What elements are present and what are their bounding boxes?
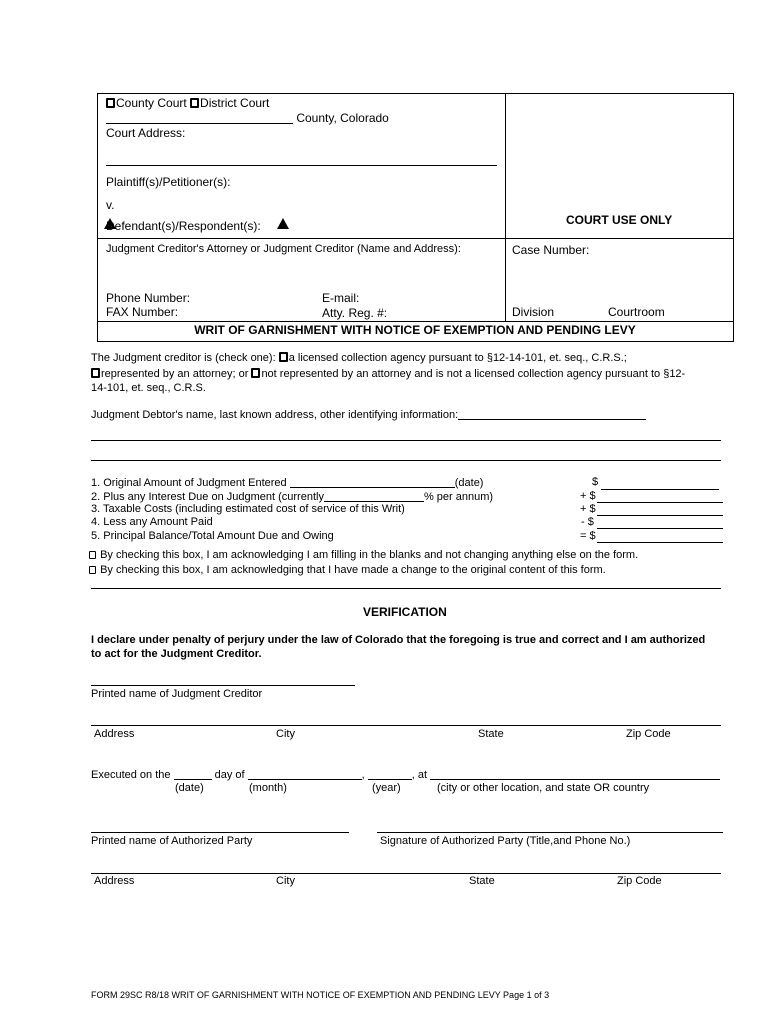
amount-field[interactable] xyxy=(601,489,719,490)
creditor-intro: The Judgment creditor is (check one): xyxy=(91,352,276,364)
district-court-label: District Court xyxy=(200,96,270,110)
attorney-label: Judgment Creditor's Attorney or Judgment Creditor (Name and Address): xyxy=(106,243,461,255)
authorized-address-field[interactable] xyxy=(91,873,721,874)
amount-sign: + $ xyxy=(580,503,596,515)
acknowledgement-checkbox[interactable] xyxy=(89,551,96,559)
executed-location-field[interactable] xyxy=(430,768,720,780)
fax-label: FAX Number: xyxy=(106,305,179,319)
collection-agency-checkbox[interactable] xyxy=(279,352,288,362)
creditor-name-field[interactable] xyxy=(91,685,355,686)
authorized-name-field[interactable] xyxy=(91,832,349,833)
county-row xyxy=(106,111,389,125)
debtor-info-field[interactable] xyxy=(458,408,646,420)
amount-field[interactable] xyxy=(597,515,723,516)
month-hint: (month) xyxy=(249,782,287,794)
state-label: State xyxy=(478,728,504,740)
amount-row-3: 3. Taxable Costs (including estimated cost of service of this Writ) xyxy=(91,503,405,515)
court-type-row xyxy=(106,96,269,110)
amount-label: 2. Plus any Interest Due on Judgment (currently xyxy=(91,491,324,503)
form-footer: FORM 29SC R8/18 WRIT OF GARNISHMENT WITH NOTICE OF EXEMPTION AND PENDING LEVY Page 1 of 3 xyxy=(91,990,550,1000)
address-label: Address xyxy=(94,875,135,887)
amount-sign: $ xyxy=(592,476,599,488)
debtor-info-line[interactable] xyxy=(91,460,721,461)
executed-month-field[interactable] xyxy=(248,768,362,780)
acknowledgement-checkbox[interactable] xyxy=(89,566,96,574)
division-label: Division xyxy=(512,305,555,319)
county-colorado-label: County, Colorado xyxy=(296,111,389,125)
not-represented-label: not represented by an attorney and is not a licensed collection agency pursuant to §12- xyxy=(261,368,686,380)
acknowledgement-text: By checking this box, I am acknowledging I am filling in the blanks and not changing anything else on the form. xyxy=(100,549,639,561)
acknowledgement-no-change xyxy=(89,549,638,561)
declaration-line-2: to act for the Judgment Creditor. xyxy=(91,648,262,660)
acknowledgement-changed xyxy=(89,564,606,576)
title-row-divider xyxy=(97,321,733,322)
not-represented-checkbox[interactable] xyxy=(251,368,260,378)
phone-label: Phone Number: xyxy=(106,291,191,305)
attorney-checkbox[interactable] xyxy=(91,368,100,378)
amount-row-4: 4. Less any Amount Paid xyxy=(91,516,213,528)
county-name-field[interactable] xyxy=(106,112,293,124)
debtor-label: Judgment Debtor's name, last known address, other identifying information: xyxy=(91,409,459,421)
date-hint: (date) xyxy=(175,782,204,794)
city-label: City xyxy=(276,875,295,887)
creditor-address-field[interactable] xyxy=(91,725,721,726)
email-label: E-mail: xyxy=(322,291,360,305)
location-hint: (city or other location, and state OR country xyxy=(437,782,650,794)
printed-name-creditor-label: Printed name of Judgment Creditor xyxy=(91,688,263,700)
plaintiff-label: Plaintiff(s)/Petitioner(s): xyxy=(106,175,231,189)
at-label: , at xyxy=(411,769,428,781)
executed-year-field[interactable] xyxy=(368,768,412,780)
printed-name-authorized-label: Printed name of Authorized Party xyxy=(91,835,253,847)
atty-reg-label: Atty. Reg. #: xyxy=(322,306,388,320)
amount-row-5: 5. Principal Balance/Total Amount Due and Owing xyxy=(91,530,334,542)
amount-row-1 xyxy=(91,476,483,489)
executed-on-label: Executed on the xyxy=(91,769,171,781)
amount-sign: - $ xyxy=(581,516,594,528)
caption-divider xyxy=(505,93,506,321)
county-court-label: County Court xyxy=(116,96,187,110)
executed-row: Executed on the day of , , at xyxy=(91,768,720,781)
verification-heading: VERIFICATION xyxy=(363,605,447,619)
authorized-signature-field[interactable] xyxy=(377,832,723,833)
day-of-label: day of xyxy=(214,769,245,781)
zip-label: Zip Code xyxy=(617,875,662,887)
case-number-label: Case Number: xyxy=(512,243,590,257)
amount-sign: + $ xyxy=(580,490,596,502)
amount-field[interactable] xyxy=(597,542,723,543)
signature-authorized-label: Signature of Authorized Party (Title,and Phone No.) xyxy=(380,835,631,847)
versus-label: v. xyxy=(106,198,115,212)
attorney-option-label: represented by an attorney; or xyxy=(101,368,249,380)
acknowledgement-text: By checking this box, I am acknowledging that I have made a change to the original content of this form. xyxy=(100,564,606,576)
amount-suffix: % per annum) xyxy=(423,491,494,503)
defendant-label: Defendant(s)/Respondent(s): xyxy=(106,219,261,233)
year-hint: (year) xyxy=(372,782,401,794)
caption-row-divider xyxy=(97,238,733,239)
district-court-checkbox[interactable] xyxy=(190,98,199,108)
creditor-row-1 xyxy=(91,352,627,364)
interest-rate-field[interactable] xyxy=(324,490,424,502)
debtor-info-line[interactable] xyxy=(91,440,721,441)
address-label: Address xyxy=(94,728,135,740)
zip-label: Zip Code xyxy=(626,728,671,740)
collection-agency-label: a licensed collection agency pursuant to §12-14-101, et. seq., C.R.S.; xyxy=(288,352,627,364)
court-address-label: Court Address: xyxy=(106,126,186,140)
page-title: WRIT OF GARNISHMENT WITH NOTICE OF EXEMPTION AND PENDING LEVY xyxy=(194,323,636,337)
section-divider xyxy=(91,588,721,589)
amount-field[interactable] xyxy=(597,528,723,529)
executed-date-field[interactable] xyxy=(174,768,212,780)
courtroom-label: Courtroom xyxy=(608,305,665,319)
creditor-row-2 xyxy=(91,368,685,380)
amount-label: 1. Original Amount of Judgment Entered xyxy=(91,477,287,489)
state-label: State xyxy=(469,875,495,887)
county-court-checkbox[interactable] xyxy=(106,98,115,108)
amount-sign: = $ xyxy=(580,530,596,542)
court-use-only-label: COURT USE ONLY xyxy=(566,213,673,227)
city-label: City xyxy=(276,728,295,740)
triangle-marker-icon xyxy=(277,218,289,229)
amount-row-2 xyxy=(91,490,493,503)
amount-suffix: (date) xyxy=(454,477,484,489)
amount-field[interactable] xyxy=(597,502,723,503)
debtor-row xyxy=(91,408,646,421)
declaration-line-1: I declare under penalty of perjury under the law of Colorado that the foregoing is true and correct and I am authorized xyxy=(91,634,706,646)
creditor-row-3: 14-101, et. seq., C.R.S. xyxy=(91,382,206,394)
judgment-date-field[interactable] xyxy=(290,476,455,488)
court-address-field[interactable] xyxy=(106,165,497,166)
